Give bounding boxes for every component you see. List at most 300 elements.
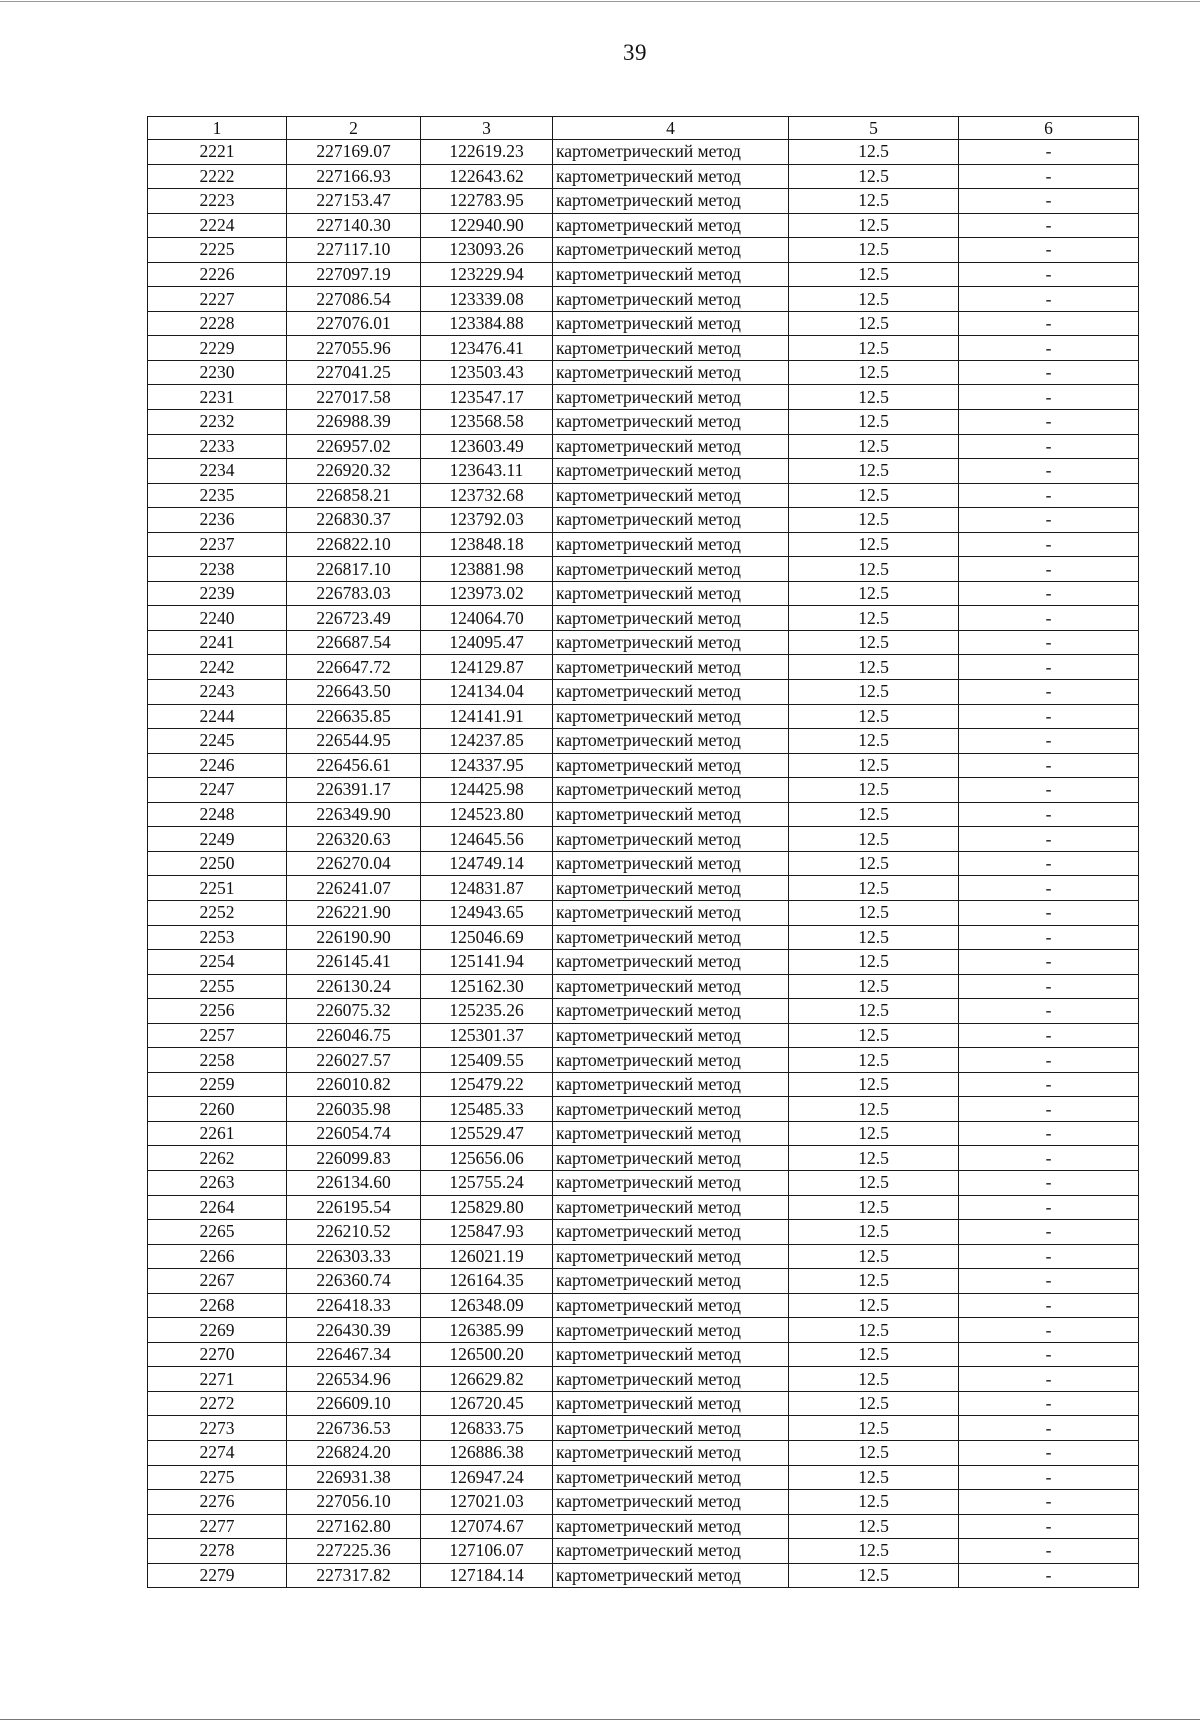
table-row	[148, 287, 1139, 312]
x-coordinate-cell: 226824.20	[287, 1440, 421, 1465]
method-cell: картометрический метод	[553, 851, 789, 876]
note-cell: -	[959, 1244, 1139, 1269]
y-coordinate-cell: 126385.99	[421, 1318, 553, 1343]
point-number-cell: 2241	[148, 630, 287, 655]
y-coordinate-cell: 124237.85	[421, 729, 553, 754]
y-coordinate-cell: 123547.17	[421, 385, 553, 410]
method-cell: картометрический метод	[553, 311, 789, 336]
precision-cell: 12.5	[789, 483, 959, 508]
precision-cell: 12.5	[789, 827, 959, 852]
precision-cell: 12.5	[789, 999, 959, 1024]
table-row	[148, 655, 1139, 680]
header-cell-1: 1	[148, 117, 287, 140]
x-coordinate-cell: 226822.10	[287, 532, 421, 557]
precision-cell: 12.5	[789, 606, 959, 631]
y-coordinate-cell: 124425.98	[421, 778, 553, 803]
point-number-cell: 2254	[148, 950, 287, 975]
table-row	[148, 1293, 1139, 1318]
point-number-cell: 2276	[148, 1490, 287, 1515]
table-row	[148, 164, 1139, 189]
note-cell: -	[959, 974, 1139, 999]
x-coordinate-cell: 226210.52	[287, 1220, 421, 1245]
precision-cell: 12.5	[789, 950, 959, 975]
note-cell: -	[959, 1170, 1139, 1195]
x-coordinate-cell: 226635.85	[287, 704, 421, 729]
method-cell: картометрический метод	[553, 1269, 789, 1294]
table-row	[148, 630, 1139, 655]
y-coordinate-cell: 123229.94	[421, 262, 553, 287]
x-coordinate-cell: 227317.82	[287, 1563, 421, 1588]
method-cell: картометрический метод	[553, 1293, 789, 1318]
y-coordinate-cell: 125409.55	[421, 1048, 553, 1073]
point-number-cell: 2273	[148, 1416, 287, 1441]
note-cell: -	[959, 606, 1139, 631]
y-coordinate-cell: 125656.06	[421, 1146, 553, 1171]
x-coordinate-cell: 226010.82	[287, 1072, 421, 1097]
precision-cell: 12.5	[789, 1072, 959, 1097]
note-cell: -	[959, 630, 1139, 655]
x-coordinate-cell: 226830.37	[287, 508, 421, 533]
precision-cell: 12.5	[789, 1293, 959, 1318]
table-row	[148, 483, 1139, 508]
method-cell: картометрический метод	[553, 1465, 789, 1490]
y-coordinate-cell: 125046.69	[421, 925, 553, 950]
y-coordinate-cell: 126021.19	[421, 1244, 553, 1269]
table-row	[148, 238, 1139, 263]
point-number-cell: 2256	[148, 999, 287, 1024]
y-coordinate-cell: 124064.70	[421, 606, 553, 631]
y-coordinate-cell: 125847.93	[421, 1220, 553, 1245]
method-cell: картометрический метод	[553, 999, 789, 1024]
precision-cell: 12.5	[789, 1220, 959, 1245]
y-coordinate-cell: 126348.09	[421, 1293, 553, 1318]
method-cell: картометрический метод	[553, 164, 789, 189]
y-coordinate-cell: 125141.94	[421, 950, 553, 975]
method-cell: картометрический метод	[553, 630, 789, 655]
x-coordinate-cell: 227017.58	[287, 385, 421, 410]
y-coordinate-cell: 124095.47	[421, 630, 553, 655]
note-cell: -	[959, 213, 1139, 238]
note-cell: -	[959, 950, 1139, 975]
x-coordinate-cell: 226099.83	[287, 1146, 421, 1171]
table-row	[148, 1391, 1139, 1416]
note-cell: -	[959, 925, 1139, 950]
method-cell: картометрический метод	[553, 1146, 789, 1171]
table-row	[148, 974, 1139, 999]
point-number-cell: 2237	[148, 532, 287, 557]
precision-cell: 12.5	[789, 581, 959, 606]
precision-cell: 12.5	[789, 1514, 959, 1539]
y-coordinate-cell: 127106.07	[421, 1539, 553, 1564]
point-number-cell: 2259	[148, 1072, 287, 1097]
point-number-cell: 2265	[148, 1220, 287, 1245]
y-coordinate-cell: 127021.03	[421, 1490, 553, 1515]
table-row	[148, 606, 1139, 631]
table-row	[148, 1072, 1139, 1097]
header-row	[148, 117, 1139, 140]
note-cell: -	[959, 164, 1139, 189]
table-row	[148, 1121, 1139, 1146]
table-row	[148, 508, 1139, 533]
method-cell: картометрический метод	[553, 140, 789, 165]
coordinates-table	[147, 116, 1139, 1588]
table-row	[148, 1367, 1139, 1392]
y-coordinate-cell: 124523.80	[421, 802, 553, 827]
point-number-cell: 2278	[148, 1539, 287, 1564]
precision-cell: 12.5	[789, 189, 959, 214]
x-coordinate-cell: 226075.32	[287, 999, 421, 1024]
point-number-cell: 2269	[148, 1318, 287, 1343]
y-coordinate-cell: 123973.02	[421, 581, 553, 606]
method-cell: картометрический метод	[553, 508, 789, 533]
point-number-cell: 2244	[148, 704, 287, 729]
header-cell-4: 4	[553, 117, 789, 140]
precision-cell: 12.5	[789, 336, 959, 361]
point-number-cell: 2227	[148, 287, 287, 312]
x-coordinate-cell: 227153.47	[287, 189, 421, 214]
point-number-cell: 2267	[148, 1269, 287, 1294]
page-number: 39	[623, 40, 647, 65]
x-coordinate-cell: 226027.57	[287, 1048, 421, 1073]
table-row	[148, 581, 1139, 606]
precision-cell: 12.5	[789, 311, 959, 336]
note-cell: -	[959, 1465, 1139, 1490]
point-number-cell: 2221	[148, 140, 287, 165]
x-coordinate-cell: 226544.95	[287, 729, 421, 754]
x-coordinate-cell: 226054.74	[287, 1121, 421, 1146]
x-coordinate-cell: 226736.53	[287, 1416, 421, 1441]
note-cell: -	[959, 1318, 1139, 1343]
precision-cell: 12.5	[789, 1440, 959, 1465]
point-number-cell: 2239	[148, 581, 287, 606]
note-cell: -	[959, 262, 1139, 287]
precision-cell: 12.5	[789, 557, 959, 582]
precision-cell: 12.5	[789, 140, 959, 165]
table-row	[148, 532, 1139, 557]
point-number-cell: 2277	[148, 1514, 287, 1539]
note-cell: -	[959, 311, 1139, 336]
method-cell: картометрический метод	[553, 360, 789, 385]
x-coordinate-cell: 226418.33	[287, 1293, 421, 1318]
point-number-cell: 2262	[148, 1146, 287, 1171]
x-coordinate-cell: 226643.50	[287, 680, 421, 705]
method-cell: картометрический метод	[553, 385, 789, 410]
point-number-cell: 2230	[148, 360, 287, 385]
method-cell: картометрический метод	[553, 900, 789, 925]
x-coordinate-cell: 226360.74	[287, 1269, 421, 1294]
x-coordinate-cell: 226456.61	[287, 753, 421, 778]
precision-cell: 12.5	[789, 360, 959, 385]
y-coordinate-cell: 122619.23	[421, 140, 553, 165]
precision-cell: 12.5	[789, 851, 959, 876]
precision-cell: 12.5	[789, 1416, 959, 1441]
method-cell: картометрический метод	[553, 1342, 789, 1367]
precision-cell: 12.5	[789, 704, 959, 729]
point-number-cell: 2232	[148, 410, 287, 435]
note-cell: -	[959, 483, 1139, 508]
table-row	[148, 385, 1139, 410]
table-row	[148, 1244, 1139, 1269]
note-cell: -	[959, 655, 1139, 680]
note-cell: -	[959, 1048, 1139, 1073]
y-coordinate-cell: 124943.65	[421, 900, 553, 925]
note-cell: -	[959, 557, 1139, 582]
y-coordinate-cell: 123732.68	[421, 483, 553, 508]
x-coordinate-cell: 227162.80	[287, 1514, 421, 1539]
method-cell: картометрический метод	[553, 336, 789, 361]
precision-cell: 12.5	[789, 680, 959, 705]
precision-cell: 12.5	[789, 1318, 959, 1343]
table-row	[148, 1342, 1139, 1367]
method-cell: картометрический метод	[553, 238, 789, 263]
note-cell: -	[959, 1342, 1139, 1367]
y-coordinate-cell: 123384.88	[421, 311, 553, 336]
x-coordinate-cell: 226391.17	[287, 778, 421, 803]
precision-cell: 12.5	[789, 1563, 959, 1588]
point-number-cell: 2252	[148, 900, 287, 925]
table-row	[148, 189, 1139, 214]
point-number-cell: 2270	[148, 1342, 287, 1367]
note-cell: -	[959, 802, 1139, 827]
point-number-cell: 2248	[148, 802, 287, 827]
header-cell-2: 2	[287, 117, 421, 140]
point-number-cell: 2255	[148, 974, 287, 999]
precision-cell: 12.5	[789, 1023, 959, 1048]
table-row	[148, 140, 1139, 165]
x-coordinate-cell: 226723.49	[287, 606, 421, 631]
note-cell: -	[959, 1367, 1139, 1392]
y-coordinate-cell: 125301.37	[421, 1023, 553, 1048]
precision-cell: 12.5	[789, 900, 959, 925]
table-row	[148, 1146, 1139, 1171]
method-cell: картометрический метод	[553, 1563, 789, 1588]
method-cell: картометрический метод	[553, 262, 789, 287]
note-cell: -	[959, 999, 1139, 1024]
precision-cell: 12.5	[789, 753, 959, 778]
method-cell: картометрический метод	[553, 287, 789, 312]
method-cell: картометрический метод	[553, 1097, 789, 1122]
note-cell: -	[959, 434, 1139, 459]
point-number-cell: 2279	[148, 1563, 287, 1588]
y-coordinate-cell: 124129.87	[421, 655, 553, 680]
method-cell: картометрический метод	[553, 802, 789, 827]
method-cell: картометрический метод	[553, 1490, 789, 1515]
table-row	[148, 1490, 1139, 1515]
y-coordinate-cell: 124337.95	[421, 753, 553, 778]
y-coordinate-cell: 126500.20	[421, 1342, 553, 1367]
point-number-cell: 2253	[148, 925, 287, 950]
note-cell: -	[959, 1269, 1139, 1294]
x-coordinate-cell: 227055.96	[287, 336, 421, 361]
top-edge-line	[0, 1, 1200, 2]
y-coordinate-cell: 126947.24	[421, 1465, 553, 1490]
x-coordinate-cell: 227076.01	[287, 311, 421, 336]
point-number-cell: 2266	[148, 1244, 287, 1269]
point-number-cell: 2246	[148, 753, 287, 778]
x-coordinate-cell: 226467.34	[287, 1342, 421, 1367]
method-cell: картометрический метод	[553, 729, 789, 754]
precision-cell: 12.5	[789, 1097, 959, 1122]
y-coordinate-cell: 125829.80	[421, 1195, 553, 1220]
y-coordinate-cell: 123848.18	[421, 532, 553, 557]
note-cell: -	[959, 704, 1139, 729]
note-cell: -	[959, 410, 1139, 435]
note-cell: -	[959, 827, 1139, 852]
note-cell: -	[959, 238, 1139, 263]
table-row	[148, 950, 1139, 975]
y-coordinate-cell: 123792.03	[421, 508, 553, 533]
precision-cell: 12.5	[789, 532, 959, 557]
y-coordinate-cell: 123568.58	[421, 410, 553, 435]
note-cell: -	[959, 1514, 1139, 1539]
method-cell: картометрический метод	[553, 655, 789, 680]
precision-cell: 12.5	[789, 238, 959, 263]
method-cell: картометрический метод	[553, 606, 789, 631]
note-cell: -	[959, 360, 1139, 385]
y-coordinate-cell: 124749.14	[421, 851, 553, 876]
note-cell: -	[959, 459, 1139, 484]
method-cell: картометрический метод	[553, 1440, 789, 1465]
method-cell: картометрический метод	[553, 557, 789, 582]
note-cell: -	[959, 1490, 1139, 1515]
table-row	[148, 1514, 1139, 1539]
y-coordinate-cell: 123643.11	[421, 459, 553, 484]
x-coordinate-cell: 226920.32	[287, 459, 421, 484]
y-coordinate-cell: 124831.87	[421, 876, 553, 901]
note-cell: -	[959, 508, 1139, 533]
table-row	[148, 851, 1139, 876]
note-cell: -	[959, 1097, 1139, 1122]
precision-cell: 12.5	[789, 729, 959, 754]
x-coordinate-cell: 226687.54	[287, 630, 421, 655]
precision-cell: 12.5	[789, 385, 959, 410]
method-cell: картометрический метод	[553, 1072, 789, 1097]
bottom-edge-line	[0, 1719, 1200, 1720]
y-coordinate-cell: 125485.33	[421, 1097, 553, 1122]
precision-cell: 12.5	[789, 459, 959, 484]
x-coordinate-cell: 226134.60	[287, 1170, 421, 1195]
method-cell: картометрический метод	[553, 1195, 789, 1220]
table-body	[148, 117, 1139, 1588]
table-row	[148, 1440, 1139, 1465]
note-cell: -	[959, 1563, 1139, 1588]
y-coordinate-cell: 125755.24	[421, 1170, 553, 1195]
point-number-cell: 2228	[148, 311, 287, 336]
note-cell: -	[959, 680, 1139, 705]
table-row	[148, 729, 1139, 754]
header-cell-6: 6	[959, 117, 1139, 140]
point-number-cell: 2263	[148, 1170, 287, 1195]
x-coordinate-cell: 226046.75	[287, 1023, 421, 1048]
x-coordinate-cell: 226195.54	[287, 1195, 421, 1220]
method-cell: картометрический метод	[553, 1170, 789, 1195]
table-row	[148, 778, 1139, 803]
method-cell: картометрический метод	[553, 1391, 789, 1416]
table-row	[148, 410, 1139, 435]
method-cell: картометрический метод	[553, 1121, 789, 1146]
y-coordinate-cell: 124645.56	[421, 827, 553, 852]
note-cell: -	[959, 900, 1139, 925]
table-row	[148, 1539, 1139, 1564]
x-coordinate-cell: 226130.24	[287, 974, 421, 999]
point-number-cell: 2234	[148, 459, 287, 484]
x-coordinate-cell: 227086.54	[287, 287, 421, 312]
note-cell: -	[959, 189, 1139, 214]
note-cell: -	[959, 1072, 1139, 1097]
note-cell: -	[959, 1195, 1139, 1220]
point-number-cell: 2226	[148, 262, 287, 287]
method-cell: картометрический метод	[553, 459, 789, 484]
table-row	[148, 1048, 1139, 1073]
method-cell: картометрический метод	[553, 213, 789, 238]
method-cell: картометрический метод	[553, 1318, 789, 1343]
table-row	[148, 1097, 1139, 1122]
point-number-cell: 2222	[148, 164, 287, 189]
x-coordinate-cell: 226145.41	[287, 950, 421, 975]
x-coordinate-cell: 226609.10	[287, 1391, 421, 1416]
x-coordinate-cell: 227169.07	[287, 140, 421, 165]
method-cell: картометрический метод	[553, 974, 789, 999]
y-coordinate-cell: 125479.22	[421, 1072, 553, 1097]
method-cell: картометрический метод	[553, 434, 789, 459]
table-row	[148, 336, 1139, 361]
point-number-cell: 2242	[148, 655, 287, 680]
point-number-cell: 2223	[148, 189, 287, 214]
precision-cell: 12.5	[789, 1391, 959, 1416]
table-row	[148, 459, 1139, 484]
point-number-cell: 2231	[148, 385, 287, 410]
method-cell: картометрический метод	[553, 1367, 789, 1392]
note-cell: -	[959, 385, 1139, 410]
table-row	[148, 360, 1139, 385]
precision-cell: 12.5	[789, 876, 959, 901]
precision-cell: 12.5	[789, 1170, 959, 1195]
table-row	[148, 434, 1139, 459]
point-number-cell: 2233	[148, 434, 287, 459]
y-coordinate-cell: 125529.47	[421, 1121, 553, 1146]
precision-cell: 12.5	[789, 213, 959, 238]
x-coordinate-cell: 227056.10	[287, 1490, 421, 1515]
point-number-cell: 2261	[148, 1121, 287, 1146]
x-coordinate-cell: 226647.72	[287, 655, 421, 680]
table-row	[148, 900, 1139, 925]
x-coordinate-cell: 226858.21	[287, 483, 421, 508]
point-number-cell: 2236	[148, 508, 287, 533]
method-cell: картометрический метод	[553, 1023, 789, 1048]
table-row	[148, 680, 1139, 705]
method-cell: картометрический метод	[553, 1048, 789, 1073]
x-coordinate-cell: 227225.36	[287, 1539, 421, 1564]
table-row	[148, 802, 1139, 827]
method-cell: картометрический метод	[553, 189, 789, 214]
y-coordinate-cell: 126629.82	[421, 1367, 553, 1392]
note-cell: -	[959, 532, 1139, 557]
x-coordinate-cell: 227117.10	[287, 238, 421, 263]
x-coordinate-cell: 227097.19	[287, 262, 421, 287]
note-cell: -	[959, 729, 1139, 754]
note-cell: -	[959, 140, 1139, 165]
precision-cell: 12.5	[789, 508, 959, 533]
table-row	[148, 213, 1139, 238]
x-coordinate-cell: 226988.39	[287, 410, 421, 435]
y-coordinate-cell: 123503.43	[421, 360, 553, 385]
note-cell: -	[959, 1121, 1139, 1146]
point-number-cell: 2249	[148, 827, 287, 852]
precision-cell: 12.5	[789, 1195, 959, 1220]
x-coordinate-cell: 226270.04	[287, 851, 421, 876]
note-cell: -	[959, 1220, 1139, 1245]
note-cell: -	[959, 1539, 1139, 1564]
